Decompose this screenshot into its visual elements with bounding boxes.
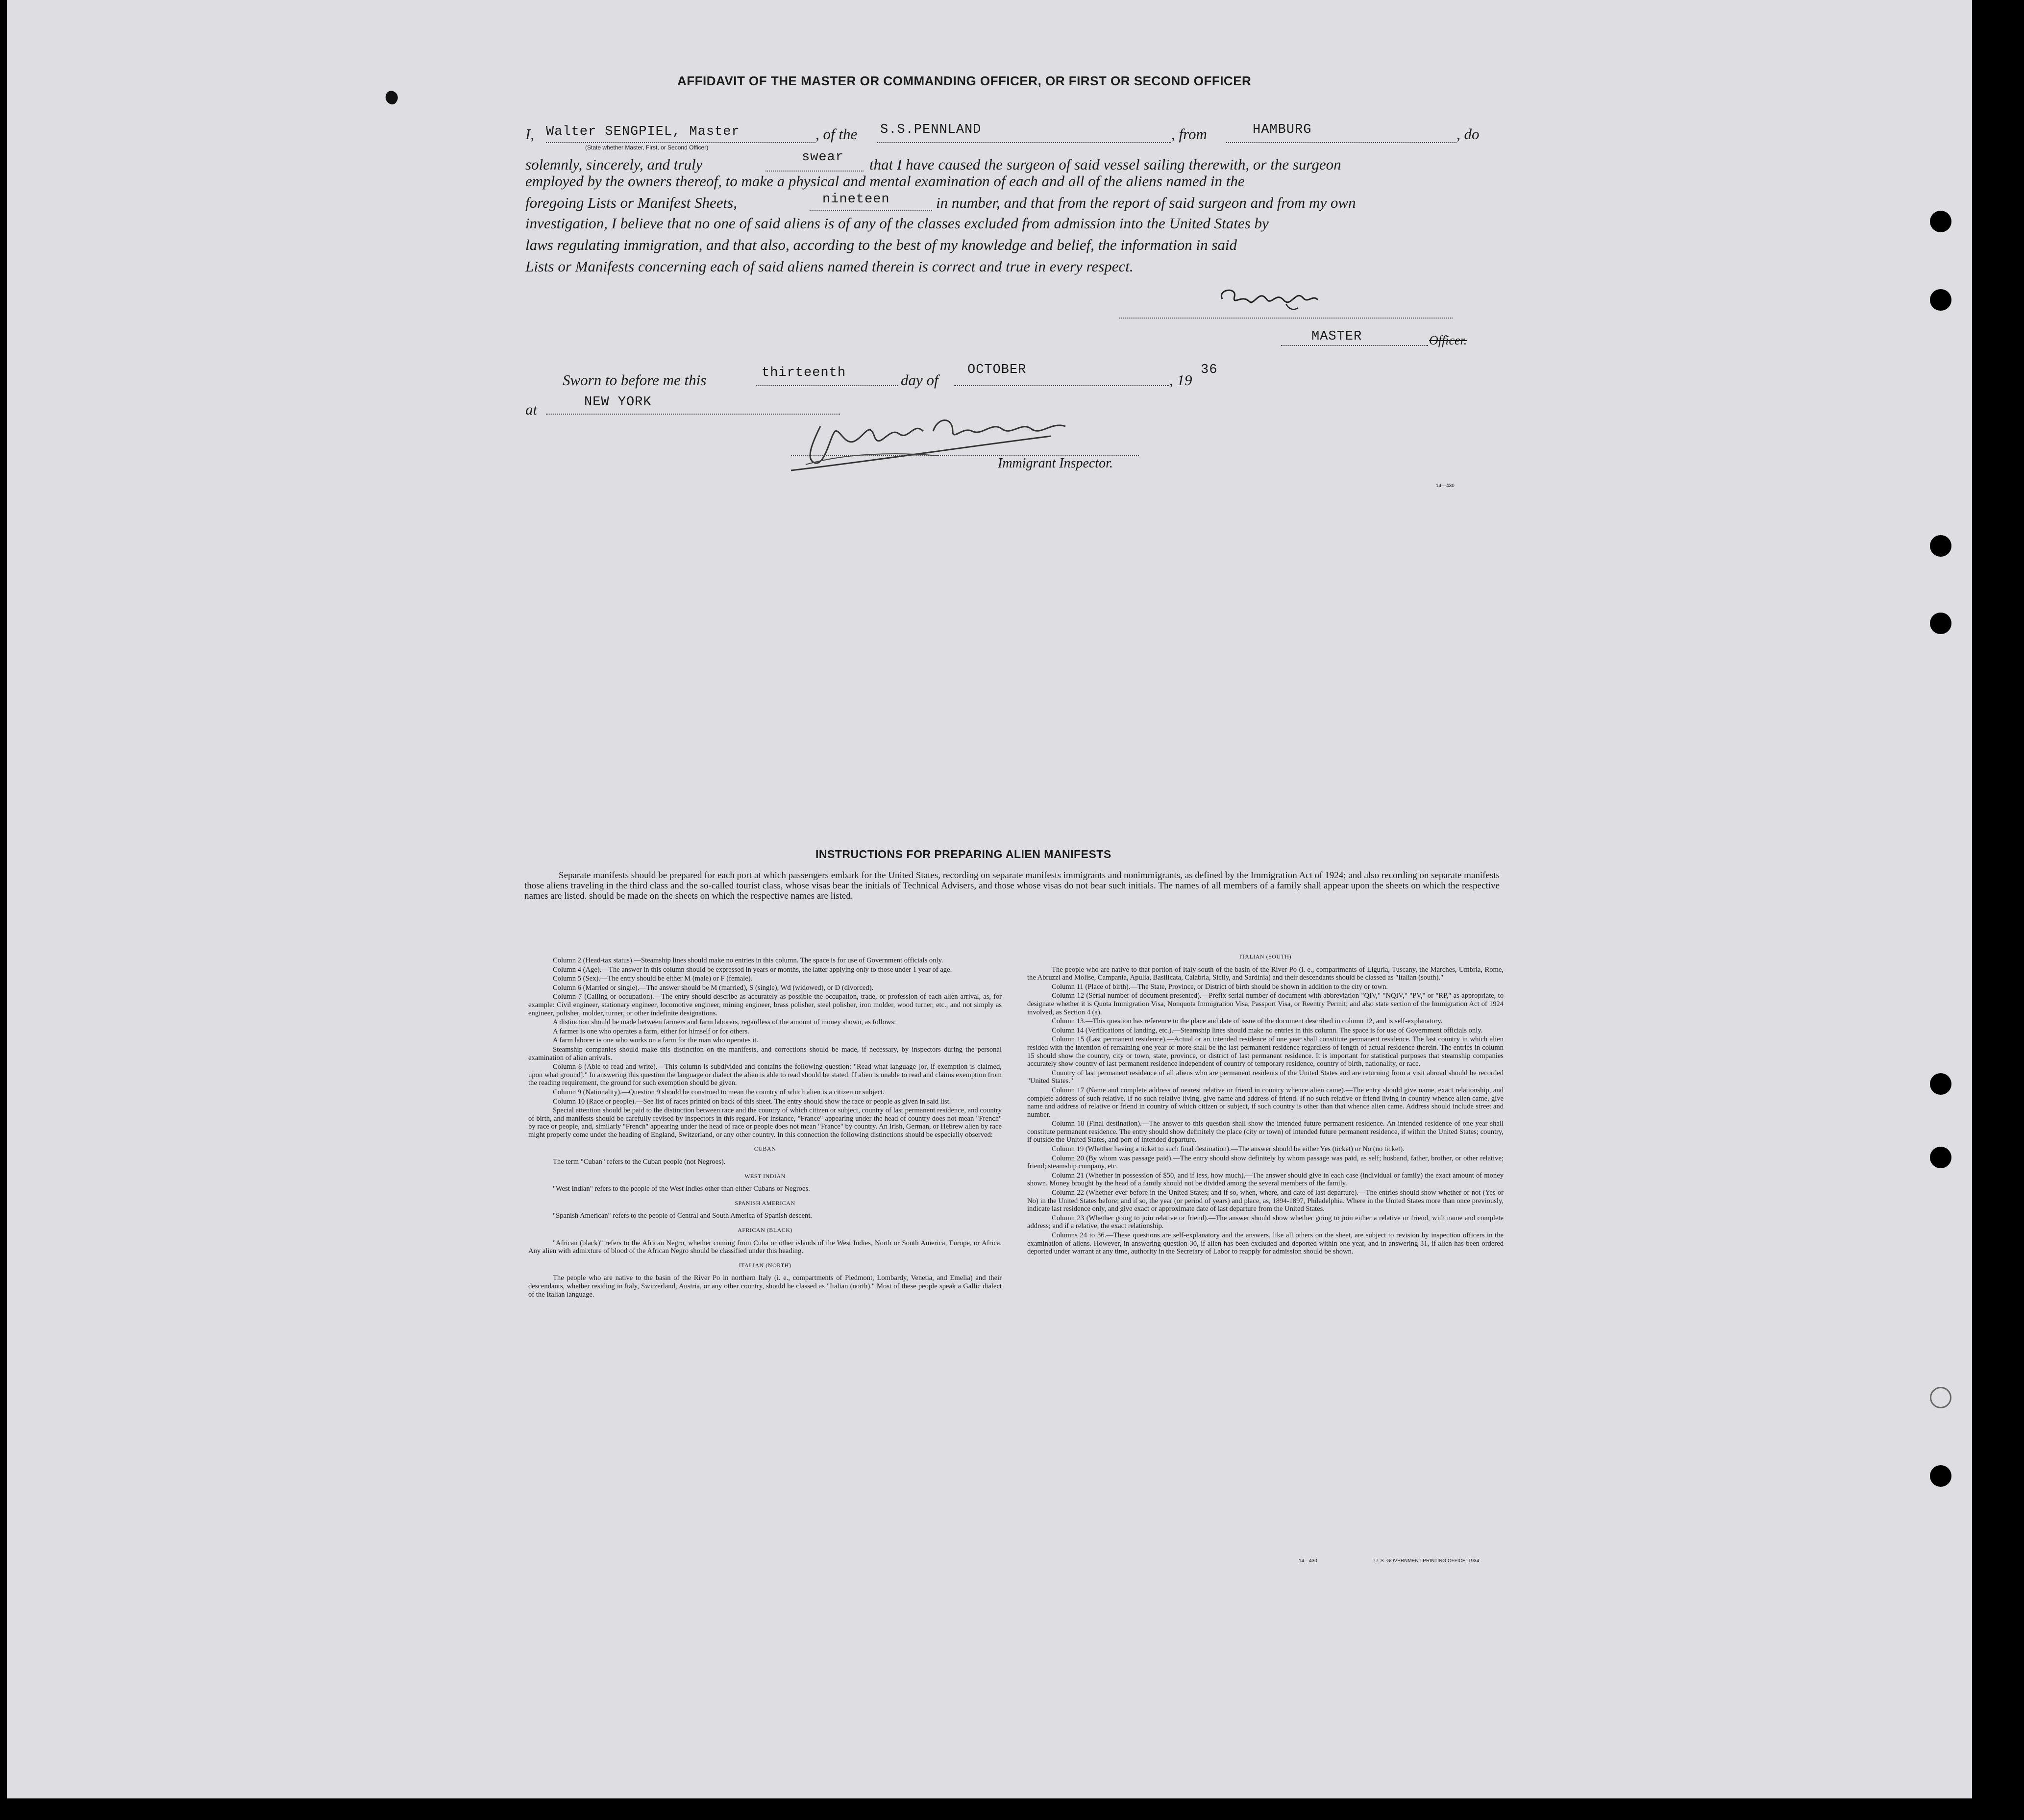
month-line [954, 385, 1169, 386]
instruction-paragraph: Column 23 (Whether going to join relative or friend).—The answer should show whether going to join either a relative or friend, with name and complete address; and if a relative, the exact relationship. [1027, 1214, 1504, 1230]
oath-word: swear [802, 150, 844, 165]
binder-hole [1930, 211, 1951, 232]
port-name: HAMBURG [1253, 123, 1312, 137]
do-label: , do [1456, 125, 1480, 143]
signer-title: MASTER [1311, 329, 1362, 344]
instruction-paragraph: "Spanish American" refers to the people of Central and South America of Spanish descent. [553, 1212, 813, 1220]
manifest-sheet [7, 0, 1972, 1798]
oath-line [765, 171, 864, 172]
line3-text: employed by the owners thereof, to make a physical and mental examination of each and all of the aliens named in the [525, 172, 1245, 190]
line7-text: Lists or Manifests concerning each of said aliens named therein is correct and true in every respect. [525, 258, 1134, 275]
instruction-paragraph: A farmer is one who operates a farm, either for himself or for others. [553, 1027, 749, 1035]
instruction-paragraph: Column 12 (Serial number of document presented).—Prefix serial number of document with abbreviation "QIV," "NQIV," "PV," or "RP," as appropriate, to designate whether it is Quota Immigration Visa, Nonquota Immigration Visa, Passport Visa, or Reentry Permit; and also state section of the Immigration Act of 1924 involved, as Section 4 (a). [1027, 992, 1504, 1016]
at-label: at [525, 401, 538, 418]
inspector-label: Immigrant Inspector. [998, 456, 1113, 471]
section-heading: CUBAN [754, 1145, 776, 1153]
instruction-paragraph: Column 9 (Nationality).—Question 9 should be construed to mean the country of which alien is a citizen or subject. [553, 1088, 885, 1096]
intro-text: Separate manifests should be prepared for each port at which passengers embark for the United States, recording on separate manifests immigrants and nonimmigrants, as defined by the Immigration Act of 1924; and also recording on separate manifests those aliens traveling in the third class and the so-called tourist class, whose visas bear the initials of Technical Advisers, and those whose visas do not bear such initials. The names of all members of a family shall appear upon the sheets on which the respective names are listed. [524, 870, 1500, 901]
binder-hole [1930, 1147, 1951, 1168]
instruction-paragraph: A farm laborer is one who works on a farm for the man who operates it. [553, 1036, 759, 1045]
line2-text: that I have caused the surgeon of said vessel sailing therewith, or the surgeon [869, 156, 1341, 173]
day-of-label: day of [901, 371, 938, 389]
footer-form-number: 14—430 [1299, 1558, 1317, 1564]
footer-printer: U. S. GOVERNMENT PRINTING OFFICE: 1934 [1374, 1558, 1480, 1564]
section-heading: AFRICAN (BLACK) [738, 1227, 792, 1234]
vessel-name: S.S.PENNLAND [880, 123, 982, 137]
instructions-right-column [1027, 953, 1504, 1257]
instruction-paragraph: Column 22 (Whether ever before in the United States; and if so, when, where, and date of last departure).—The entries should show whether or not (Yes or No) in the United States before; and if so, the year (or period of years) and place, as, 1894-1897, Philadelphia. Where in the United States more than once previously, indicate last residence only, and give exact or approximate date of last departure from the United States. [1027, 1189, 1504, 1213]
instruction-paragraph: Column 20 (By whom was passage paid).—The entry should show definitely by whom passage was paid, as self; husband, father, brother, or other relative; friend; steamship company, etc. [1027, 1154, 1504, 1171]
port-line [1226, 142, 1456, 143]
instruction-paragraph: Column 15 (Last permanent residence).—Actual or an intended residence of one year shall constitute permanent residence. The last country in which alien resided with the intention of remaining one year or more shall be the last permanent residence regardless of length of actual residence therein. The entries in column 15 should show the country, city or town, state, province, or district of last permanent residence. It is important for statistical purposes that steamship companies accurately show country of last permanent residence independent of country of temporary residence, country of birth, nationality, or race. [1027, 1035, 1504, 1068]
of-the-label: , of the [815, 125, 858, 143]
title-line [1281, 345, 1428, 346]
form-number: 14—430 [1436, 483, 1455, 489]
count-line [810, 210, 932, 211]
day-line [756, 385, 898, 386]
sworn-year: 36 [1201, 363, 1218, 377]
instruction-paragraph: Column 13.—This question has reference to the place and date of issue of the document described in column 12, and is self-explanatory. [1052, 1017, 1443, 1026]
binder-hole [1930, 1387, 1951, 1408]
affidavit-prefix: I, [525, 125, 535, 143]
instruction-paragraph: Column 19 (Whether having a ticket to such final destination).—The answer should be either Yes (ticket) or No (no ticket). [1052, 1145, 1405, 1154]
line6-text: laws regulating immigration, and that also, according to the best of my knowledge and belief, the information in said [525, 236, 1237, 253]
instruction-paragraph: Column 2 (Head-tax status).—Steamship lines should make no entries in this column. The space is for use of Government officials only. [553, 957, 943, 964]
line5-text: investigation, I believe that no one of said aliens is of any of the classes excluded from admission into the United States by [525, 215, 1269, 232]
signature-line [1119, 318, 1453, 319]
binder-hole [1930, 1073, 1951, 1095]
instruction-paragraph: Column 10 (Race or people).—See list of races printed on back of this sheet. The entry should show the race or people as given in said list. [553, 1097, 951, 1106]
name-line [546, 142, 815, 143]
sheet-count: nineteen [822, 192, 890, 207]
instruction-paragraph: "African (black)" refers to the African Negro, whether coming from Cuba or other islands of the West Indies, North or South America, Europe, or Africa. Any alien with admixture of blood of the African Negro should be classified under this heading. [528, 1239, 1002, 1255]
solemnly-text: solemnly, sincerely, and truly [525, 156, 703, 173]
instruction-paragraph: Column 7 (Calling or occupation).—The entry should describe as accurately as possible the occupation, trade, or profession of each alien arrival, as, for example: Civil engineer, stationary engineer, locomotive engineer, mining engineer, brass polisher, steel polisher, iron molder, wood turner, etc., and not simply as engineer, polisher, molder, turner, or other indefinite designations. [528, 993, 1002, 1017]
instruction-paragraph: The people who are native to that portion of Italy south of the basin of the River Po (i. e., compartments of Liguria, Tuscany, the Marches, Umbria, Rome, the Abruzzi and Molise, Campania, Apulia, Basilicata, Calabria, Sicily, and Sardinia) and their descendants should be classed as "Italian (south)." [1027, 965, 1504, 982]
section-heading: ITALIAN (SOUTH) [1239, 953, 1292, 960]
officer-label: Officer. [1429, 333, 1467, 347]
section-heading: SPANISH AMERICAN [735, 1199, 795, 1206]
instruction-paragraph: Steamship companies should make this distinction on the manifests, and corrections should be made, if necessary, by inspectors during the personal examination of alien arrivals. [528, 1045, 1002, 1062]
binder-hole [1930, 289, 1951, 311]
line4-text: in number, and that from the report of said surgeon and from my own [936, 194, 1356, 211]
intro-text-2: should be made on the sheets on which the respective names are listed. [589, 891, 853, 901]
state-note: (State whether Master, First, or Second Officer) [585, 144, 709, 151]
binder-hole [1930, 1465, 1951, 1487]
instruction-paragraph: Column 8 (Able to read and write).—This column is subdivided and contains the following question: "Read what language [or, if exemption is claimed, upon what ground]." In answering this question the language or dialect the alien is able to read should be stated. If alien is unable to read and claims exemption from the reading requirement, the ground for such exemption should be given. [528, 1063, 1002, 1087]
instruction-paragraph: Country of last permanent residence of all aliens who are permanent residents of the United States and are returning from a visit abroad should be recorded "United States." [1027, 1069, 1504, 1085]
sworn-text: Sworn to before me this [563, 371, 707, 389]
instruction-paragraph: Column 14 (Verifications of landing, etc.).—Steamship lines should make no entries in this column. The space is for use of Government officials only. [1052, 1026, 1483, 1034]
instruction-paragraph: Column 5 (Sex).—The entry should be either M (male) or F (female). [553, 975, 753, 983]
affidavit-heading: AFFIDAVIT OF THE MASTER OR COMMANDING OFFICER, OR FIRST OR SECOND OFFICER [677, 74, 1252, 88]
instruction-paragraph: The term "Cuban" refers to the Cuban people (not Negroes). [553, 1158, 726, 1166]
instruction-paragraph: Column 18 (Final destination).—The answer to this question shall show the intended future permanent residence. An intended residence of one year shall constitute permanent residence. The entry should show definitely the place (city or town) of intended future permanent residence, if within the United States; country, if outside the United States, and port of intended departure. [1027, 1120, 1504, 1144]
section-heading: WEST INDIAN [744, 1172, 786, 1180]
instruction-paragraph: Columns 24 to 36.—These questions are self-explanatory and the answers, like all others on the sheet, are subject to revision by inspection officers in the examination of aliens. However, in answering question 30, if alien has been excluded and deported within one year, and in answering 31, if alien has been ordered deported under warrant at any time, authority in the Secretary of Labor to reapply for admission should be shown. [1027, 1231, 1504, 1256]
instruction-paragraph: Column 6 (Married or single).—The answer should be M (married), S (single), Wd (widowed), or D (divorced). [553, 984, 874, 992]
inspector-signature [776, 407, 1149, 485]
binder-hole [1930, 613, 1951, 634]
master-name: Walter SENGPIEL, Master [546, 124, 740, 139]
instructions-intro [524, 870, 1500, 901]
instruction-paragraph: Special attention should be paid to the distinction between race and the country of which citizen or subject, country of last permanent residence, and country of birth, and manifests should be carefully revised by inspectors in this regard. For instance, "France" appearing under the head of country does not mean "French" by race or people, and, similarly "French" appearing under the head of race or people does not mean "France" by country. An Irish, German, or Hebrew alien by race might properly come under the heading of England, Switzerland, or any other country. In this connection the following distinctions should be especially observed: [528, 1107, 1002, 1139]
line4-prefix: foregoing Lists or Manifest Sheets, [525, 194, 737, 211]
vessel-line [877, 142, 1171, 143]
instruction-paragraph: A distinction should be made between farmers and farm laborers, regardless of the amount of money shown, as follows: [553, 1018, 896, 1027]
instruction-paragraph: The people who are native to the basin of the River Po in northern Italy (i. e., compartments of Piedmont, Lombardy, Venetia, and Emelia) and their descendants, whether residing in Italy, Switzerland, Austria, or any other country, should be classed as "Italian (north)." Most of these people speak a Gallic dialect of the Italian language. [528, 1274, 1002, 1299]
sworn-day: thirteenth [762, 366, 846, 380]
binder-hole [1930, 535, 1951, 557]
instruction-paragraph: "West Indian" refers to the people of the West Indies other than either Cubans or Negroes. [553, 1185, 810, 1193]
instruction-paragraph: Column 17 (Name and complete address of nearest relative or friend in country whence alien came).—The entry should give name, exact relationship, and complete address of such relative. If no such relative living, give name and address of friend. If no such relative or friend living in country whence alien came, give name and address of relative or friend in country of which citizen or subject, if such country is other than that whence alien came. Address should include street and number. [1027, 1086, 1504, 1119]
ink-mark [383, 89, 400, 106]
instruction-paragraph: Column 11 (Place of birth).—The State, Province, or District of birth should be shown in addition to the city or town. [1052, 983, 1388, 991]
instructions-heading: INSTRUCTIONS FOR PREPARING ALIEN MANIFESTS [815, 848, 1111, 861]
instructions-left-column [528, 957, 1002, 1300]
sworn-place: NEW YORK [584, 395, 652, 410]
from-label: , from [1171, 125, 1207, 143]
year-prefix: , 19 [1169, 371, 1192, 389]
instruction-paragraph: Column 21 (Whether in possession of $50, and if less, how much).—The answer should give in each case (individual or family) the exact amount of money shown. Money brought by the head of a family should not be divided among the several members of the family. [1027, 1171, 1504, 1188]
section-heading: ITALIAN (NORTH) [739, 1261, 791, 1269]
instruction-paragraph: Column 4 (Age).—The answer in this column should be expressed in years or months, the latter applying only to those under 1 year of age. [553, 965, 952, 974]
master-signature [1212, 279, 1330, 319]
sworn-month: OCTOBER [967, 363, 1027, 377]
